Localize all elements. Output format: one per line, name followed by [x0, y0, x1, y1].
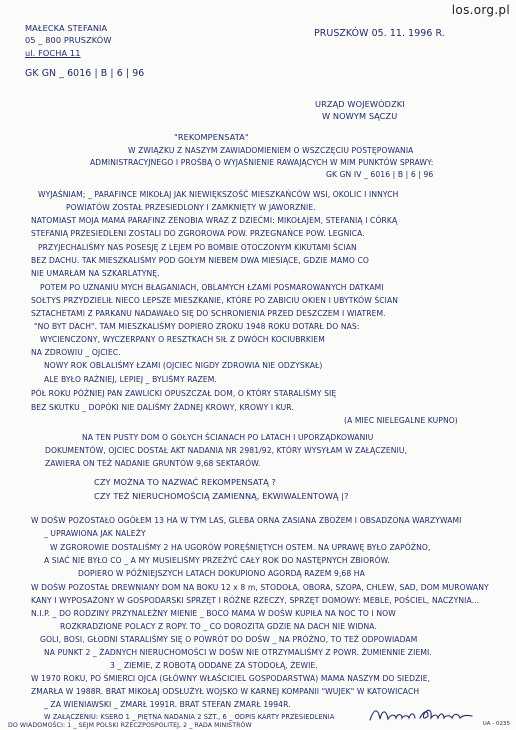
addressee-city: W NOWYM SĄCZU: [322, 111, 398, 121]
sender-postcode: 05 _ 800 PRUSZKÓW: [25, 35, 112, 45]
body-line: SOŁTYS PRZYDZIELIŁ NIECO LEPSZE MIESZKANIE, KTÓRE PO ZABICIU OKIEN I UBYTKÓW ŚCIAN: [31, 296, 399, 305]
question: CZY MOŻNA TO NAZWAĆ REKOMPENSATĄ ?: [94, 477, 276, 487]
closing-line: DOPIERO W PÓŹNIEJSZYCH LATACH DOKUPIONO AGORDĄ RAZEM 9,68 HA: [78, 569, 365, 578]
subject: "REKOMPENSATA": [174, 132, 249, 142]
intro-line: ADMINISTRACYJNEGO I PROŚBĄ O WYJAŚNIENIE RAWAJĄCYCH W MIM PUNKTÓW SPRAWY:: [90, 158, 434, 167]
body-line: NIE UMARŁAM NA SZKARLATYNĘ.: [31, 269, 160, 278]
case-reference: GK GN _ 6016 | B | 6 | 96: [25, 68, 145, 79]
attachments-line: W ZAŁĄCZENIU: KSERO 1 _ PIĘTNA NADANIA 2 SZT., 6 _ ODPIS KARTY PRZESIEDLENIA: [44, 713, 335, 721]
closing-line: W DOŚW POZOSTAŁO OGÓŁEM 13 HA W TYM LAS, GLEBA ORNA ZASIANA ZBOŻEM I OBSADZONA WARZYWAMI: [31, 516, 462, 525]
addressee-office: URZĄD WOJEWÓDZKI: [315, 99, 405, 109]
body-line: NA TEN PUSTY DOM O GOŁYCH ŚCIANACH PO LATACH I UPORZĄDKOWANIU: [82, 433, 374, 442]
body-line: WYCIENCZONY, WYCZERPANY O RESZTKACH SIŁ Z DWÓCH KOCIUBRKIEM: [40, 335, 325, 344]
closing-line: N.I.P. _ DO RODZINY PRZYNALEŻNY MIENIE _ BOCO MAMA W DOŚW KUPIŁA NA NOC TO I NOW: [31, 609, 396, 618]
body-line: BEZ DACHU. TAK MIESZKALIŚMY POD GOŁYM NIEBEM DWA MIESIĄCE, GDZIE MAMO CO: [31, 256, 369, 265]
place-date: PRUSZKÓW 05. 11. 1996 R.: [314, 28, 445, 39]
body-line: (A MIEC NIELEGALNE KUPNO): [344, 416, 458, 425]
closing-line: 3 _ ZIEMIE, Z ROBOTĄ ODDANE ZA STODOŁĄ, ŻEWIE.: [110, 661, 318, 670]
body-line: PRZYJECHALIŚMY NAS POSESJĘ Z LEJEM PO BOMBIE OTOCZONYM KIKUTAMI ŚCIAN: [38, 243, 357, 252]
closing-line: W 1970 ROKU, PO ŚMIERCI OJCA (GŁÓWNY WŁAŚCICIEL GOSPODARSTWA) MAMA NASZYM DO SIEDZIE,: [31, 674, 431, 683]
body-line: POWIATÓW ZOSTAŁ PRZESIEDLONY I ZAMKNIĘTY W JAWORZNIE.: [66, 203, 316, 212]
closing-line: _ UPRAWIONA JAK NALEŻY: [44, 529, 146, 538]
body-line: DOKUMENTÓW, OJCIEC DOSTAŁ AKT NADANIA NR 2981/92, KTÓRY WYSYŁAM W ZAŁĄCZENIU,: [45, 446, 408, 455]
signature: [368, 704, 476, 726]
closing-line: GOLI, BOSI, GŁODNI STARALIŚMY SIĘ O POWRÓT DO DOŚW _ NA PRÓŻNO, TO TEŻ ODPOWIADAM: [40, 635, 418, 644]
body-line: PÓŁ ROKU PÓŹNIEJ PAN ZAWLICKI OPUSZCZAŁ DOM, O KTÓRY STARALIŚMY SIĘ: [31, 389, 337, 398]
body-line: NOWY ROK OBLALIŚMY ŁZAMI (OJCIEC NIGDY ZDROWIA NIE ODZYSKAŁ): [44, 361, 323, 370]
closing-line: W ZGROROWIE DOSTALIŚMY 2 HA UGORÓW PORĘŚNIĘTYCH OSTEM. NA UPRAWĘ BYŁO ZAPÓŹNO,: [50, 543, 431, 552]
closing-line: ZMARŁA W 1988R. BRAT MIKOŁAJ ODSŁUŻYŁ WOJSKO W KARNEJ KOMPANII "WUJEK" W KATOWICACH: [31, 687, 420, 696]
body-line: BEZ SKUTKU _ DOPÓKI NIE DALIŚMY ŻADNEJ KROWY, KROWY I KUR.: [31, 403, 294, 412]
intro-reference: GK GN IV _ 6016 | B | 6 | 96: [326, 170, 434, 179]
closing-line: W DOŚW POZOSTAŁ DREWNIANY DOM NA BOKU 12 x 8 m, STODOŁA, OBORA, SZOPA, CHLEW, SAD, DOM MUROWANY: [31, 583, 489, 592]
closing-line: KANY I WYPOSAŻONY W GOSPODARSKI SPRZĘT I RÓŻNE RZECZY, SPRZĘT DOMOWY: MEBLE, POŚCIEL, NACZYNIA...: [31, 596, 480, 605]
body-line: ALE BYŁO RAŹNIEJ, LEPIEJ _ BYLIŚMY RAZEM.: [44, 375, 217, 384]
body-line: WYJAŚNIAM; _ PARAFINCE MIKOŁAJ JAK NIEWIĘKSZOŚĆ MIESZKAŃCÓW WSI, OKOLIC I INNYCH: [38, 190, 399, 199]
document-code: UA - 0235: [482, 721, 510, 727]
body-line: "NO BYT DACH". TAM MIESZKALIŚMY DOPIERO ZROKU 1948 ROKU DOTARŁ DO NAS:: [34, 322, 360, 331]
intro-line: W ZWIĄZKU Z NASZYM ZAWIADOMIENIEM O WSZCZĘCIU POSTĘPOWANIA: [128, 146, 414, 155]
body-line: STEFANIĄ PRZESIEDLENI ZOSTALI DO ZGROROWA POW. PRZEGNAŃCE POW. LEGNICA.: [31, 229, 365, 238]
closing-line: ROZKRADZIONE POLACY Z ROPY. TO _ CO DOROZITA GDZIE NA DACH NIE WIDNA.: [60, 622, 377, 631]
body-line: NATOMIAST MOJA MAMA PARAFINZ ZENOBIA WRAZ Z DZIEĆMI: MIKOŁAJEM, STEFANIĄ I CÓRKĄ: [31, 216, 398, 225]
sender-name: MAŁECKA STEFANIA: [25, 23, 108, 33]
body-line: POTEM PO UZNANIU MYCH BŁAGANIACH, OBLAMYCH ŁZAMI POSMAROWANYCH DATKAMI: [40, 283, 384, 292]
closing-line: _ ZA WIENIAWSKI _ ZMARŁ 1991R. BRAT STEFAN ZMARŁ 1994R.: [44, 700, 291, 709]
closing-line: A SIAĆ NIE BYŁO CO _ A MY MUSIELIŚMY PRZEŻYĆ CAŁY ROK DO NASTĘPNYCH ZBIORÓW.: [44, 556, 390, 565]
closing-line: NA PUNKT 2 _ ŻADNYCH NIERUCHOMOŚCI W DOŚW NIE OTRZYMALIŚMY Z POWR. ŻUMIENNIE ZIEMI.: [44, 648, 432, 657]
body-line: ZAWIERA ON TEŻ NADANIE GRUNTÓW 9,68 SEKTARÓW.: [45, 459, 261, 468]
cc-line: DO WIADOMOŚCI: 1 _ SEJM POLSKI RZECZPOSPOLITEJ, 2 _ RADA MINISTRÓW: [8, 722, 252, 729]
body-line: SZTACHETAMI Z PARKANU NADAWAŁO SIĘ DO SCHRONIENIA PRZED DESZCZEM I WIATREM.: [31, 309, 386, 318]
body-line: NA ZDROWIU _ OJCIEC.: [31, 348, 121, 357]
sender-street: ul. FOCHA 11: [25, 48, 81, 58]
question: CZY TEŻ NIERUCHOMOŚCIĄ ZAMIENNĄ, EKWIWALENTOWĄ |?: [94, 491, 349, 501]
watermark: los.org.pl: [451, 3, 510, 17]
